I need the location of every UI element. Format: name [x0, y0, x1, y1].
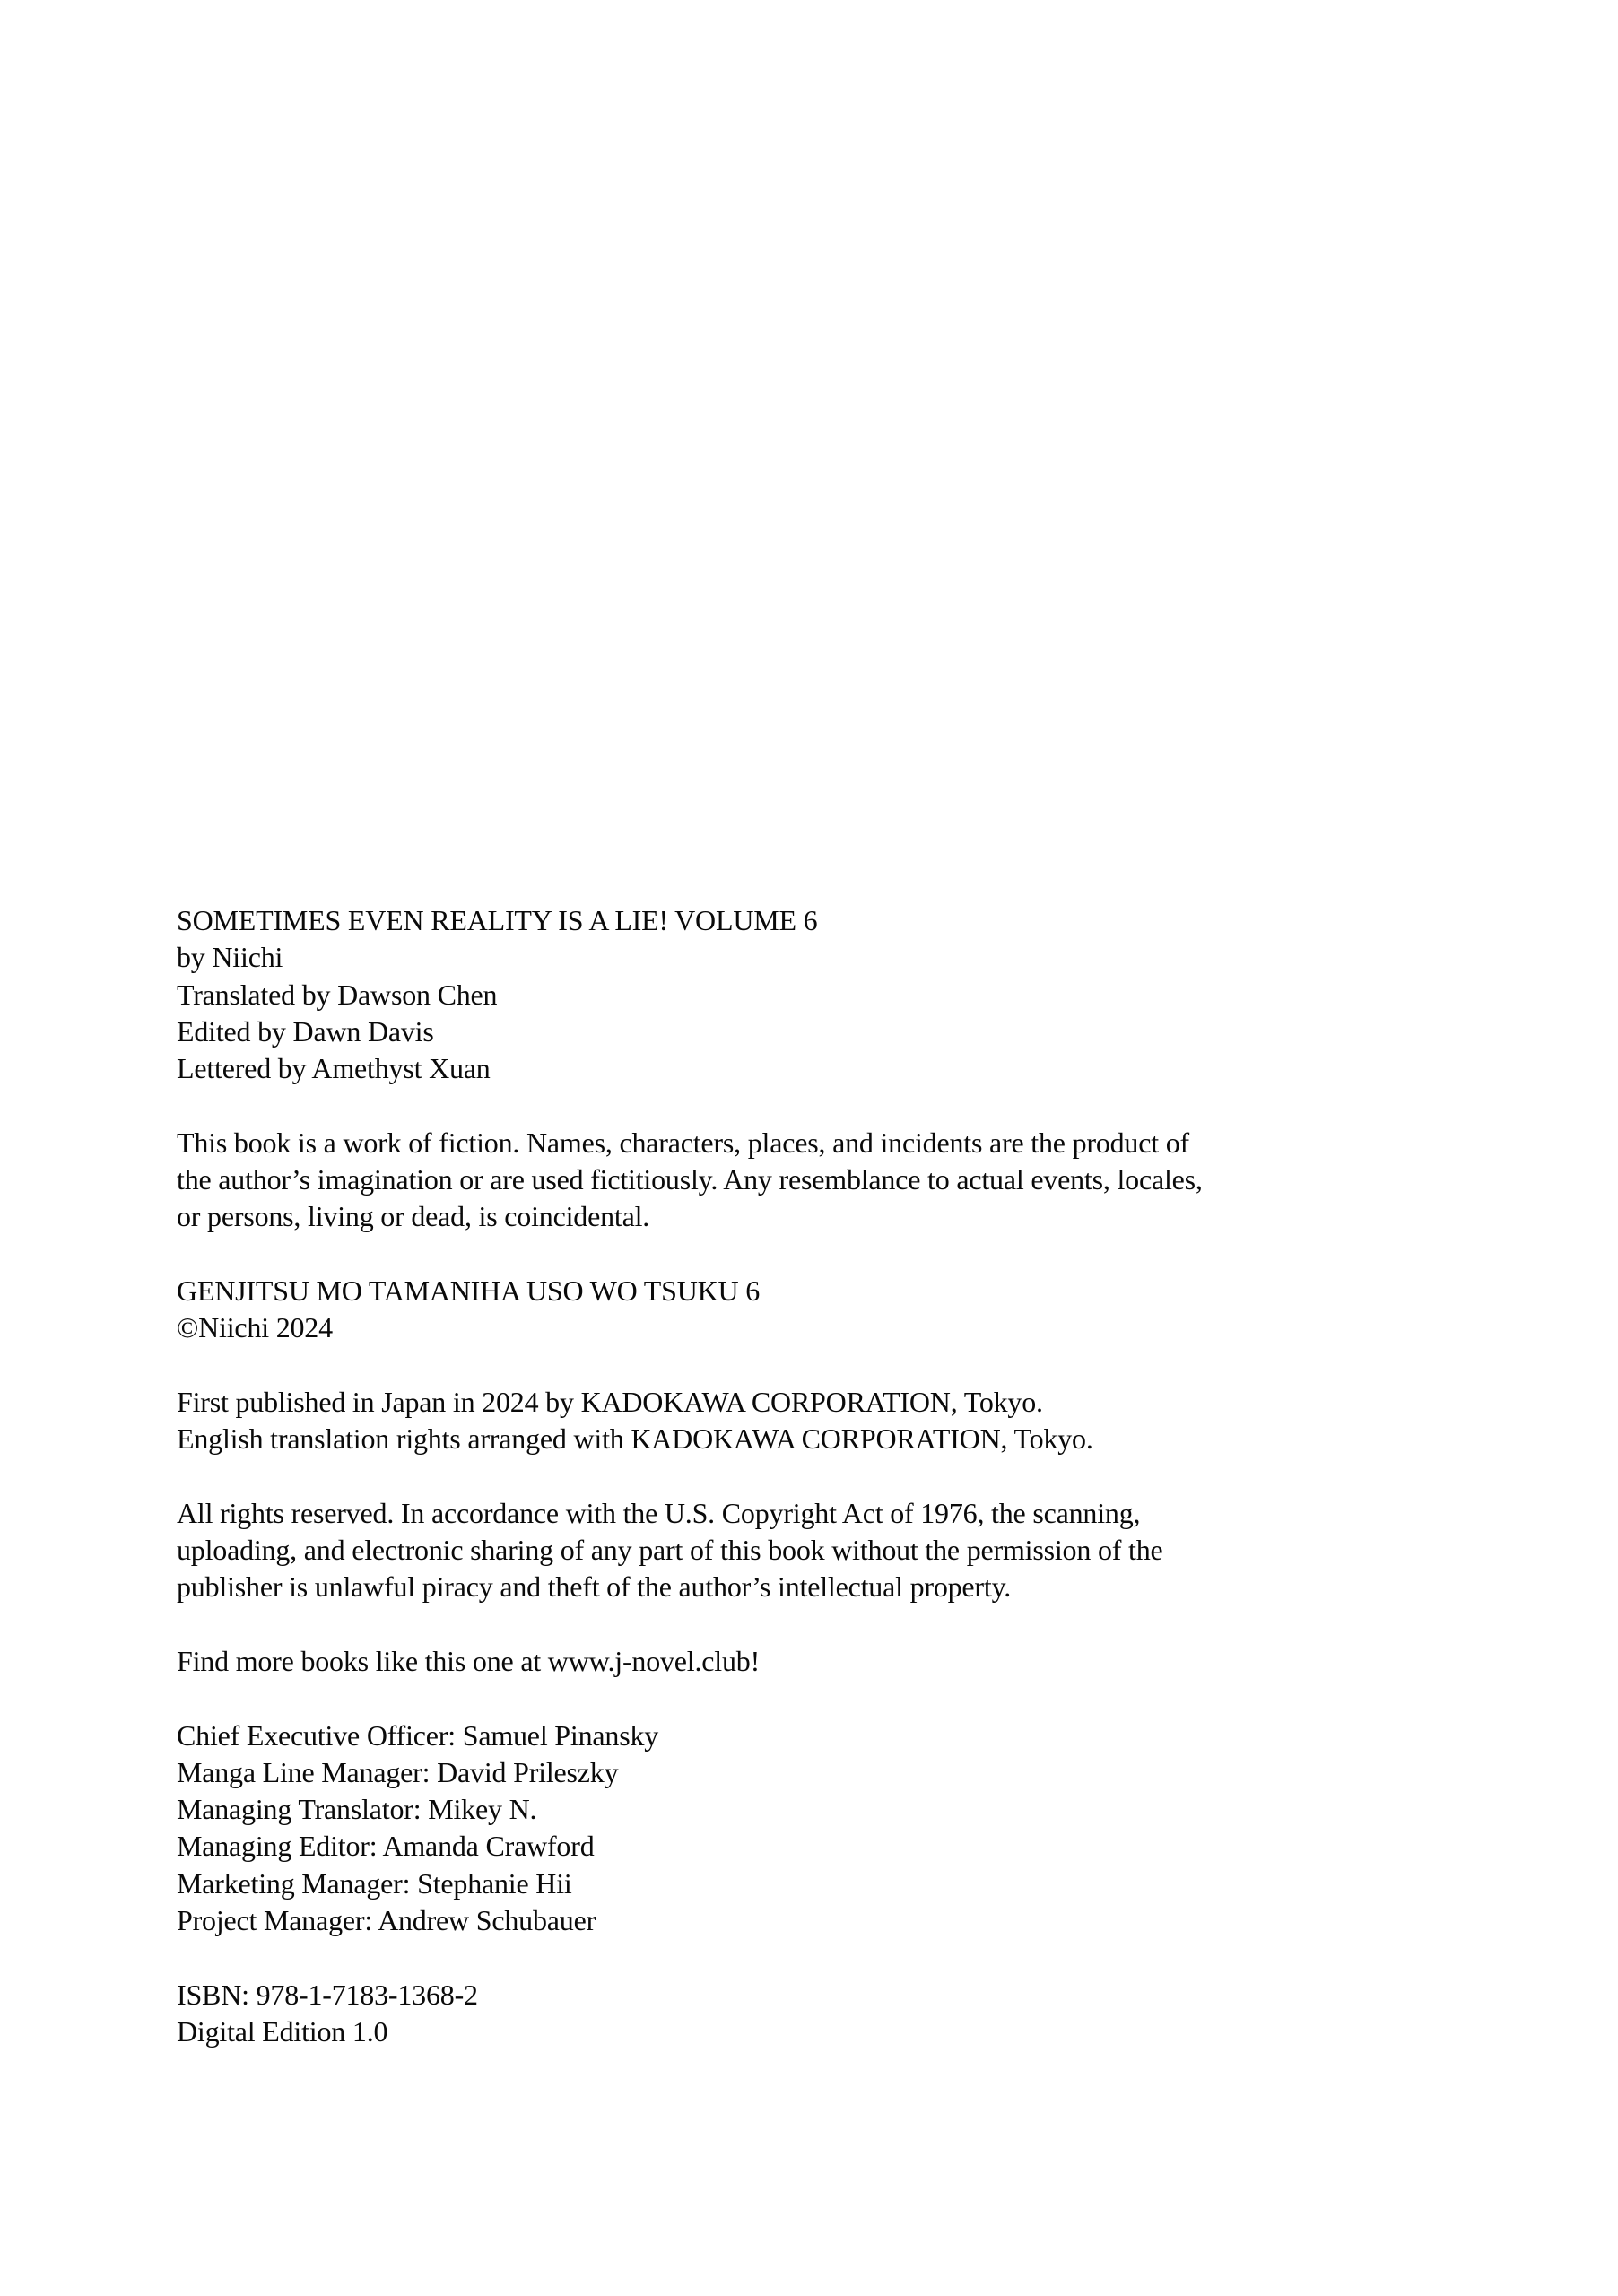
translation-rights-line: English translation rights arranged with KADOKAWA CORPORATION, Tokyo.: [177, 1422, 1093, 1456]
copyright-notice: ©Niichi 2024: [177, 1311, 333, 1344]
fiction-disclaimer: [177, 1125, 1370, 1236]
promo-block: [177, 1643, 1370, 1680]
ceo-credit: Chief Executive Officer: Samuel Pinansky: [177, 1718, 659, 1752]
title-block: [177, 902, 1370, 1087]
project-manager-credit: Project Manager: Andrew Schubauer: [177, 1904, 596, 1937]
first-published-line: First published in Japan in 2024 by KADOKAWA CORPORATION, Tokyo.: [177, 1385, 1043, 1418]
rights-line: publisher is unlawful piracy and theft of the author’s intellectual property.: [177, 1570, 1012, 1604]
copyright-colophon: [177, 902, 1370, 2050]
staff-credits-block: [177, 1718, 1370, 1940]
editor-credit: Edited by Dawn Davis: [177, 1014, 434, 1048]
disclaimer-line: or persons, living or dead, is coincidental.: [177, 1200, 650, 1233]
edition-block: [177, 1977, 1370, 2051]
rights-line: uploading, and electronic sharing of any part of this book without the permission of the: [177, 1534, 1163, 1567]
marketing-manager-credit: Marketing Manager: Stephanie Hii: [177, 1866, 572, 1900]
rights-reserved-block: [177, 1495, 1370, 1606]
letterer-credit: Lettered by Amethyst Xuan: [177, 1052, 491, 1085]
rights-line: All rights reserved. In accordance with the U.S. Copyright Act of 1976, the scanning,: [177, 1496, 1141, 1529]
digital-edition-line: Digital Edition 1.0: [177, 2014, 388, 2048]
find-more-books-line: Find more books like this one at www.j-novel.club!: [177, 1644, 761, 1677]
managing-editor-credit: Managing Editor: Amanda Crawford: [177, 1830, 595, 1863]
original-japanese-title: GENJITSU MO TAMANIHA USO WO TSUKU 6: [177, 1274, 761, 1307]
isbn-line: ISBN: 978-1-7183-1368-2: [177, 1978, 478, 2011]
disclaimer-line: the author’s imagination or are used fictitiously. Any resemblance to actual events, locales,: [177, 1163, 1203, 1196]
author-credit: by Niichi: [177, 941, 283, 974]
translator-credit: Translated by Dawson Chen: [177, 978, 498, 1011]
book-title: SOMETIMES EVEN REALITY IS A LIE! VOLUME 6: [177, 904, 818, 936]
disclaimer-line: This book is a work of fiction. Names, characters, places, and incidents are the product of: [177, 1126, 1189, 1159]
publication-block: [177, 1384, 1370, 1458]
manga-line-manager-credit: Manga Line Manager: David Prileszky: [177, 1755, 619, 1788]
managing-translator-credit: Managing Translator: Mikey N.: [177, 1793, 537, 1826]
original-title-block: [177, 1273, 1370, 1347]
